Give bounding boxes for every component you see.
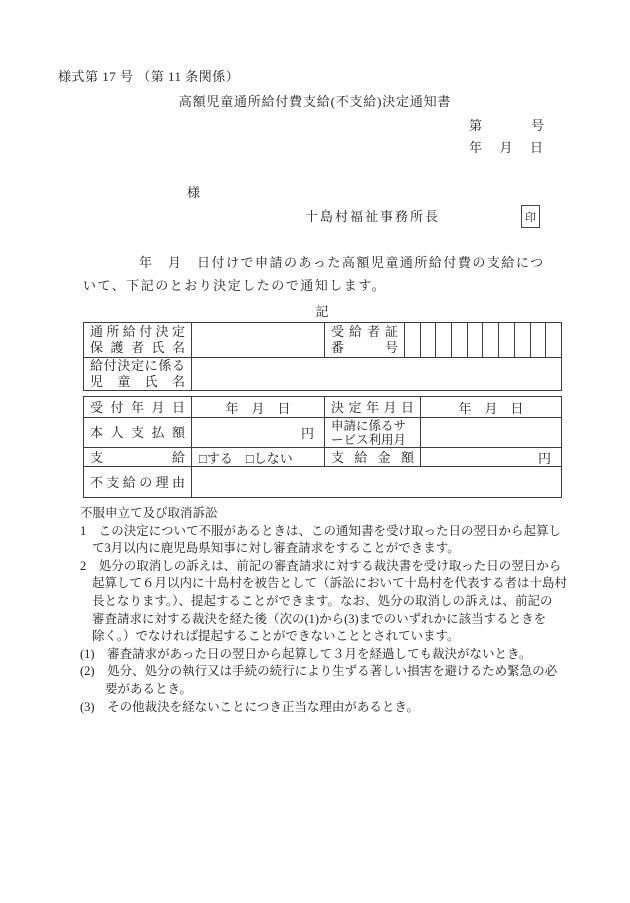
notes-line: 要があるとき。 — [105, 681, 193, 696]
notes-line: 審査請求に対する裁決を経た後（次の(1)から(3)までのいずれかに該当するときを — [92, 611, 547, 626]
notes-line: 長となります。）、提起することができます。なお、処分の取消しの訴えは、前記の — [92, 593, 553, 608]
document-number-prefix: 第 — [469, 118, 483, 133]
certificate-number-cell — [451, 323, 467, 357]
payment-amount-label: 支給金額 — [324, 447, 420, 466]
notes-line: 2 処分の取消しの訴えは、前記の審査請求に対する裁決書を受け取った日の翌日から — [80, 558, 562, 573]
payment-amount-field: 円 — [420, 447, 561, 466]
body-paragraph — [83, 251, 583, 297]
decision-table — [83, 396, 562, 498]
section-mark: 記 — [315, 304, 330, 319]
date-month-label: 月 — [499, 140, 513, 155]
notes-line: (1) 審査請求があった日の翌日から起算して３月を経過しても裁決がないとき。 — [80, 646, 532, 661]
payment-label: 支給 — [84, 447, 191, 466]
date-line — [469, 137, 543, 156]
certificate-number-cell — [498, 323, 514, 357]
certificate-number-cell — [420, 323, 436, 357]
denial-reason-label: 不支給の理由 — [84, 466, 191, 497]
seal-mark: 印 — [521, 205, 540, 228]
form-number: 様式第 17 号 （第 11 条関係） — [58, 69, 240, 84]
certificate-number-cell — [404, 323, 420, 357]
document-number-line — [469, 115, 544, 134]
notes-line: (3) その他裁決を経ないことにつき正当な理由があるとき。 — [80, 699, 419, 714]
date-day-label: 日 — [529, 140, 543, 155]
issuer-title: 十島村福祉事務所長 — [305, 209, 441, 224]
document-title: 高額児童通所給付費支給(不支給)決定通知書 — [178, 94, 452, 109]
self-payment-field: 円 — [191, 417, 324, 447]
certificate-number-cell — [482, 323, 498, 357]
body-line-2: いて、下記のとおり決定したので通知します。 — [83, 278, 387, 293]
notes-line: 除く。）でなければ提起することができないこととされています。 — [92, 629, 460, 644]
decision-date-field: 年 月 日 — [420, 397, 561, 417]
reception-date-label: 受付年月日 — [90, 399, 185, 415]
certificate-number-cell — [530, 323, 546, 357]
appeal-notes — [80, 505, 580, 716]
child-name-field — [191, 357, 561, 390]
guardian-name-field — [191, 323, 324, 357]
denial-reason-field — [191, 466, 561, 497]
certificate-number-cell — [435, 323, 451, 357]
child-name-label: 給付決定に係る 児童氏名 — [84, 357, 191, 390]
notes-line: て3月以内に鹿児島県知事に対し審査請求をすることができます。 — [92, 541, 460, 556]
certificate-number-cell — [545, 323, 561, 357]
body-line-1: 年 月 日付けで申請のあった高額児童通所給付費の支給につ — [139, 255, 545, 270]
recipient-table — [83, 322, 562, 391]
payment-checkboxes: □する □しない — [191, 447, 324, 466]
reception-date-field: 年 月 日 — [191, 397, 324, 417]
certificate-number-label: 受給者証 番号 — [324, 323, 404, 357]
date-year-label: 年 — [469, 140, 483, 155]
notes-line: 起算して６月以内に十島村を被告として（訴訟において十島村を代表する者は十島村 — [92, 576, 568, 591]
certificate-number-cell — [467, 323, 483, 357]
document-number-suffix: 号 — [530, 118, 544, 133]
addressee-honorific: 様 — [187, 185, 201, 200]
decision-date-label: 決定年月日 — [324, 397, 420, 417]
certificate-number-cell — [514, 323, 530, 357]
guardian-name-label: 通所給付決定 保護者氏名 — [90, 324, 185, 355]
notes-line: 1 この決定について不服があるときは、この通知書を受け取った日の翌日から起算し — [80, 523, 562, 538]
notes-line: (2) 処分、処分の執行又は手続の続行により生ずる著しい損害を避けるため緊急の必 — [80, 664, 558, 679]
service-month-label: 申請に係るサ ービス利用月 — [324, 417, 420, 447]
self-payment-label: 本人支払額 — [84, 417, 191, 447]
service-month-field — [420, 417, 561, 447]
notes-heading: 不服申立て及び取消訴訟 — [80, 506, 218, 520]
